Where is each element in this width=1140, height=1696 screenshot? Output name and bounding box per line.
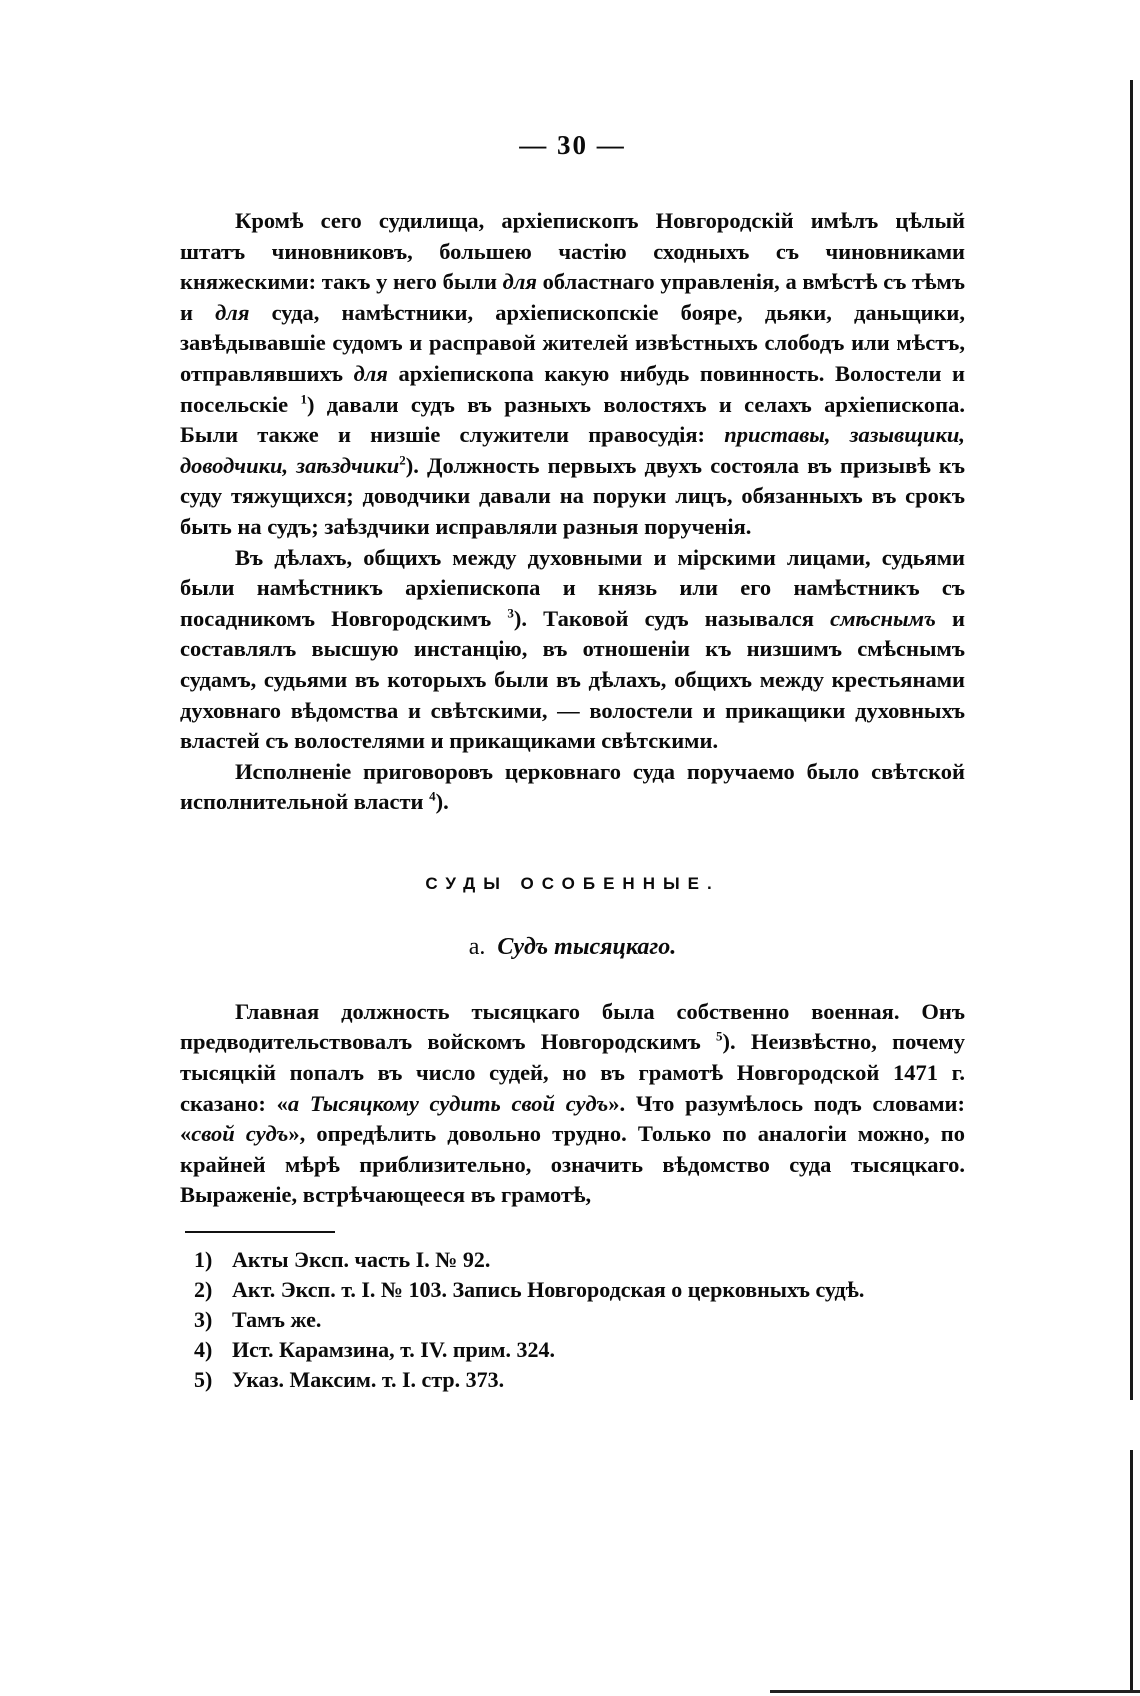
footnote-ref: 3 <box>507 605 514 621</box>
text-run: областнаго управленія, а вмѣстѣ съ тѣмъ и <box>180 269 965 325</box>
text-run: ». Что разумѣлось подъ словами: « <box>180 1090 965 1147</box>
text-run: суда, намѣстники, архіепископскіе бояре, дьяки, даньщики, завѣдывавшіе судомъ и расправой жителей извѣстныхъ слободъ или мѣстъ, отправлявшихъ <box>180 299 965 386</box>
footnote-item <box>180 1365 965 1395</box>
italic-run: приставы, зазывщики, доводчики, заѣздчики <box>180 422 965 478</box>
page-edge-line-lower <box>1130 1450 1133 1690</box>
footnote-text: Тамъ же. <box>232 1307 322 1333</box>
footnote-mark: 3) <box>194 1307 213 1333</box>
text-run: Въ дѣлахъ, общихъ между духовными и мірскими лицами, судьями были намѣстникъ архіепископа и князь или его намѣстникъ съ посадникомъ Новгородскимъ <box>180 544 965 631</box>
italic-run: свой судъ <box>191 1121 289 1147</box>
footnote-ref: 5 <box>716 1028 723 1044</box>
text-run: и составлялъ высшую инстанцію, въ отношеніи къ низшимъ смѣснымъ судамъ, судьями въ которыхъ были въ дѣлахъ, общихъ между крестьянами духовнаго вѣдомства и свѣтскими, — волостели и прикащики духовныхъ властей съ волостелями и прикащиками свѣтскими. <box>180 605 966 754</box>
italic-run: для <box>215 299 250 325</box>
footnote-ref: 4 <box>429 788 436 804</box>
page-content <box>180 130 965 1395</box>
footnote-text: Ист. Карамзина, т. IV. прим. 324. <box>232 1337 555 1363</box>
text-run: ) давали судъ въ разныхъ волостяхъ и селахъ архіепископа. Были также и низшіе служители правосудія: <box>180 391 965 448</box>
footnotes-list <box>180 1245 965 1395</box>
footnote-mark: 2) <box>194 1277 213 1303</box>
paragraph-archbishop-officials <box>180 206 965 543</box>
footnote-text: Акт. Эксп. т. I. № 103. Запись Новгородская о церковныхъ судѣ. <box>232 1277 865 1303</box>
footnote-ref: 2 <box>399 452 406 468</box>
page-number: — 30 — <box>519 130 626 160</box>
text-run: », опредѣлить довольно трудно. Только по аналогіи можно, по крайней мѣрѣ приблизительно, означить вѣдомство суда тысяцкаго. Выраженіе, встрѣчающееся въ грамотѣ, <box>180 1121 965 1208</box>
footnote-text: Акты Эксп. часть I. № 92. <box>232 1247 491 1273</box>
footnote-item <box>180 1335 965 1365</box>
paragraph-execution <box>180 757 965 818</box>
footnote-item <box>180 1245 965 1275</box>
subsection-title <box>180 934 965 961</box>
footnote-ref: 1 <box>300 391 307 407</box>
text-run: ). Должность первыхъ двухъ состояла въ призывѣ къ суду тяжущихся; доводчики давали на поруки лицъ, обязанныхъ въ срокъ быть на судъ; заѣздчики исправляли разныя порученія. <box>180 452 965 539</box>
paragraph-tysyatsky <box>180 997 965 1211</box>
footnote-text: Указ. Максим. т. I. стр. 373. <box>232 1367 505 1393</box>
page-edge-line <box>1130 80 1133 1400</box>
text-run: Исполненіе приговоровъ церковнаго суда поручаемо было свѣтской исполнительной власти <box>180 758 965 815</box>
paragraph-mixed-courts <box>180 543 965 757</box>
footnote-mark: 1) <box>194 1247 213 1273</box>
footnote-divider <box>185 1231 335 1233</box>
subsection-letter: а. <box>468 933 486 960</box>
footnote-item <box>180 1305 965 1335</box>
footnote-mark: 4) <box>194 1337 213 1363</box>
footnote-mark: 5) <box>194 1367 213 1393</box>
section-title: СУДЫ ОСОБЕННЫЕ. <box>425 873 720 893</box>
subsection-name: Судъ тысяцкаго. <box>497 933 677 960</box>
text-run: архіепископа какую нибудь повинность. Волостели и посельскіе <box>180 360 965 417</box>
page-bottom-edge <box>770 1690 1140 1693</box>
text-run: ). <box>435 789 449 815</box>
footnote-item <box>180 1275 965 1305</box>
text-run: ). Неизвѣстно, почему тысяцкій попалъ въ число судей, но въ грамотѣ Новгородской 1471 г. сказано: « <box>180 1029 966 1116</box>
text-run: Кромѣ сего судилища, архіепископъ Новгородскій имѣлъ цѣлый штатъ чиновниковъ, большею частію сходныхъ съ чиновниками княжескими: такъ у него были <box>180 208 965 295</box>
text-run: Главная должность тысяцкаго была собственно военная. Онъ предводительствовалъ войскомъ Новгородскимъ <box>180 998 965 1055</box>
italic-run: смѣснымъ <box>830 605 936 631</box>
italic-run: а Тысяцкому судить свой судъ <box>287 1090 609 1116</box>
text-run: ). Таковой судъ назывался <box>513 605 831 631</box>
italic-run: для <box>353 360 388 386</box>
italic-run: для <box>502 269 537 295</box>
